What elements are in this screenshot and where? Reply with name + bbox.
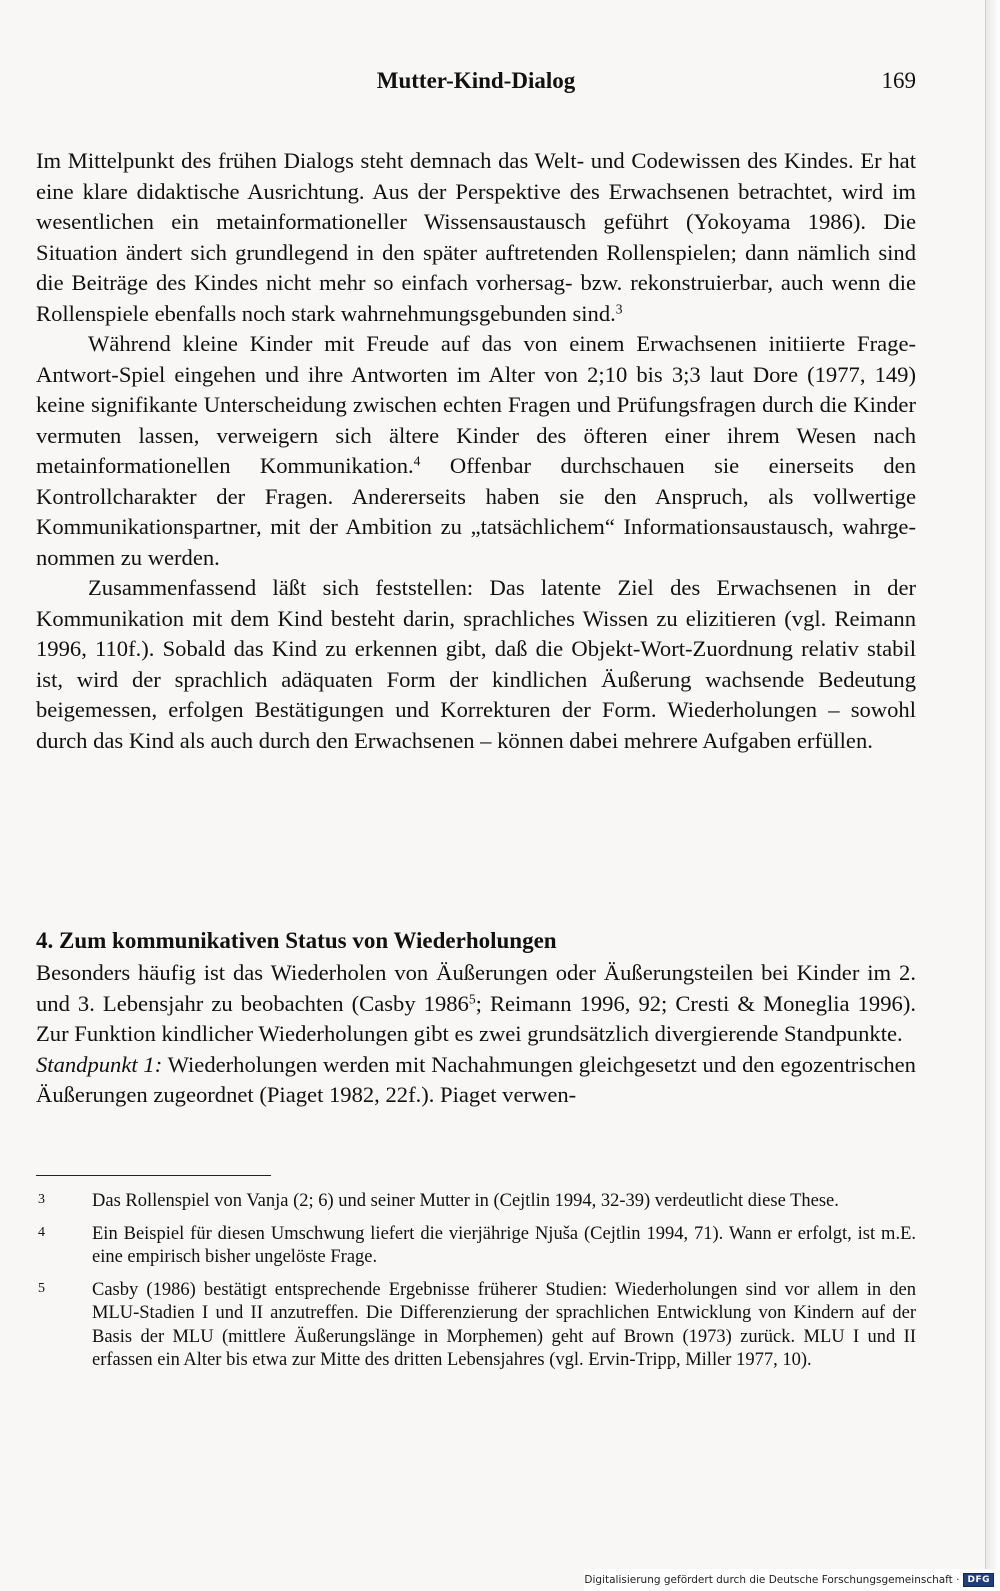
digitization-credit <box>584 1569 1000 1591</box>
footnote-5 <box>36 1279 916 1373</box>
footnote-text: Casby (1986) bestätigt entsprechende Ergebnisse früherer Studien: Wiederholungen sind vor allem in den MLU-Stadien I und II anzutreffen. Die Differenzierung der sprachlichen Entwicklung von Kindern auf der Basis der MLU (mittlere Äußerungslänge in Morphemen) geht auf Brown (1973) zurück. MLU I und II erfassen ein Alter bis etwa zur Mitte des dritten Lebensjahres (vgl. Ervin-Tripp, Miller 1977, 10). <box>92 1279 916 1370</box>
footnote-3 <box>36 1190 916 1214</box>
section-heading: 4. Zum kommunikativen Status von Wiederholungen <box>36 928 557 953</box>
standpoint-label: Standpunkt 1: <box>36 1051 163 1077</box>
dfg-logo-icon: DFG <box>963 1573 994 1587</box>
paragraph-text-continued: ; Reimann 1996, 92; Cresti & Moneglia 1996). Zur Funktion kindlicher Wiederholungen gibt es zwei grundsätzlich divergierende Standpunkte. <box>36 990 916 1046</box>
footnote-text: Ein Beispiel für diesen Umschwung liefert die vierjährige Njuša (Cejtlin 1994, 71). Wann er erfolgt, ist m.E. eine empirisch bisher ungelöste Frage. <box>92 1223 916 1267</box>
section-text <box>36 958 916 1111</box>
paragraph-text-continued: Offenbar durchschauen sie einerseits den Kontrollcharakter der Fragen. Andererseits haben sie den Anspruch, als vollwertige Kommunikationspartner, mit der Ambition zu „tatsächlichem“ Informationsaustausch, wahrgenommen zu werden. <box>36 453 916 570</box>
paragraph-1 <box>36 146 916 329</box>
section-paragraph-1 <box>36 958 916 1050</box>
paragraph-3 <box>36 573 916 756</box>
credit-text: Digitalisierung gefördert durch die Deutsche Forschungsgemeinschaft · <box>584 1574 960 1586</box>
footnote-number: 5 <box>38 1280 45 1296</box>
paragraph-text: Wiederholungen werden mit Nachahmungen gleichgesetzt und den egozentrischen Äußerungen zugeordnet (Piaget 1982, 22f.). Piaget verwen- <box>36 1051 916 1107</box>
page-number: 169 <box>881 68 916 93</box>
footnote-number: 4 <box>38 1224 45 1240</box>
footnote-divider <box>36 1175 271 1176</box>
footnote-ref-4: 4 <box>413 453 421 469</box>
section-paragraph-2 <box>36 1050 916 1111</box>
main-text <box>36 146 916 756</box>
paragraph-text: Während kleine Kinder mit Freude auf das von einem Erwachsenen initiierte Frage-Antwort-Spiel eingehen und ihre Antworten im Alter von 2;10 bis 3;3 laut Dore (1977, 149) keine signifikante Unterscheidung zwischen echten Fragen und Prüfungsfragen durch die Kinder vermuten lassen, verweigern sich ältere Kinder des öfteren einer ihrem Wesen nach metainformationellen Kommunikation. <box>36 331 916 478</box>
paragraph-2 <box>36 329 916 573</box>
footnote-ref-3: 3 <box>615 301 623 317</box>
footnotes <box>36 1190 916 1382</box>
paragraph-text: Besonders häufig ist das Wiederholen von Äußerungen oder Äußerungsteilen bei Kinder im 2. und 3. Lebensjahr zu beobachten (Casby 1986 <box>36 960 916 1016</box>
running-title: Mutter-Kind-Dialog <box>376 68 576 93</box>
paragraph-text: Im Mittelpunkt des frühen Dialogs steht demnach das Welt- und Codewissen des Kindes. Er hat eine klare didaktische Ausrichtung. Aus der Perspektive des Erwachsenen betrachtet, wird im wesentlichen ein metainformationeller Wissensaustausch geführt (Yokoyama 1986). Die Situation ändert sich grundlegend in den später auftretenden Rollenspielen; dann nämlich sind die Beiträge des Kindes nicht mehr so einfach vorhersag- bzw. rekonstruierbar, auch wenn die Rollenspiele ebenfalls noch stark wahrnehmungsgebunden sind. <box>36 148 916 326</box>
footnote-number: 3 <box>38 1192 45 1207</box>
running-head <box>36 68 916 98</box>
footnote-ref-5: 5 <box>468 991 476 1007</box>
footnote-4 <box>36 1223 916 1270</box>
page-edge-shadow <box>985 0 1000 1591</box>
footnote-text: Das Rollenspiel von Vanja (2; 6) und seiner Mutter in (Cejtlin 1994, 32-39) verdeutlicht diese These. <box>92 1191 839 1211</box>
paragraph-text: Zusammenfassend läßt sich feststellen: Das latente Ziel des Erwachsenen in der Kommunikation mit dem Kind besteht darin, sprachliches Wissen zu elizitieren (vgl. Reimann 1996, 110f.). Sobald das Kind zu erkennen gibt, daß die Objekt-Wort-Zuordnung relativ stabil ist, wird der sprachlich adäquaten Form der kindlichen Äußerung wachsende Bedeutung beigemessen, erfolgen Bestätigungen und Korrekturen der Form. Wiederholungen – sowohl durch das Kind als auch durch den Erwachsenen – können dabei mehrere Aufgaben erfüllen. <box>36 575 916 753</box>
